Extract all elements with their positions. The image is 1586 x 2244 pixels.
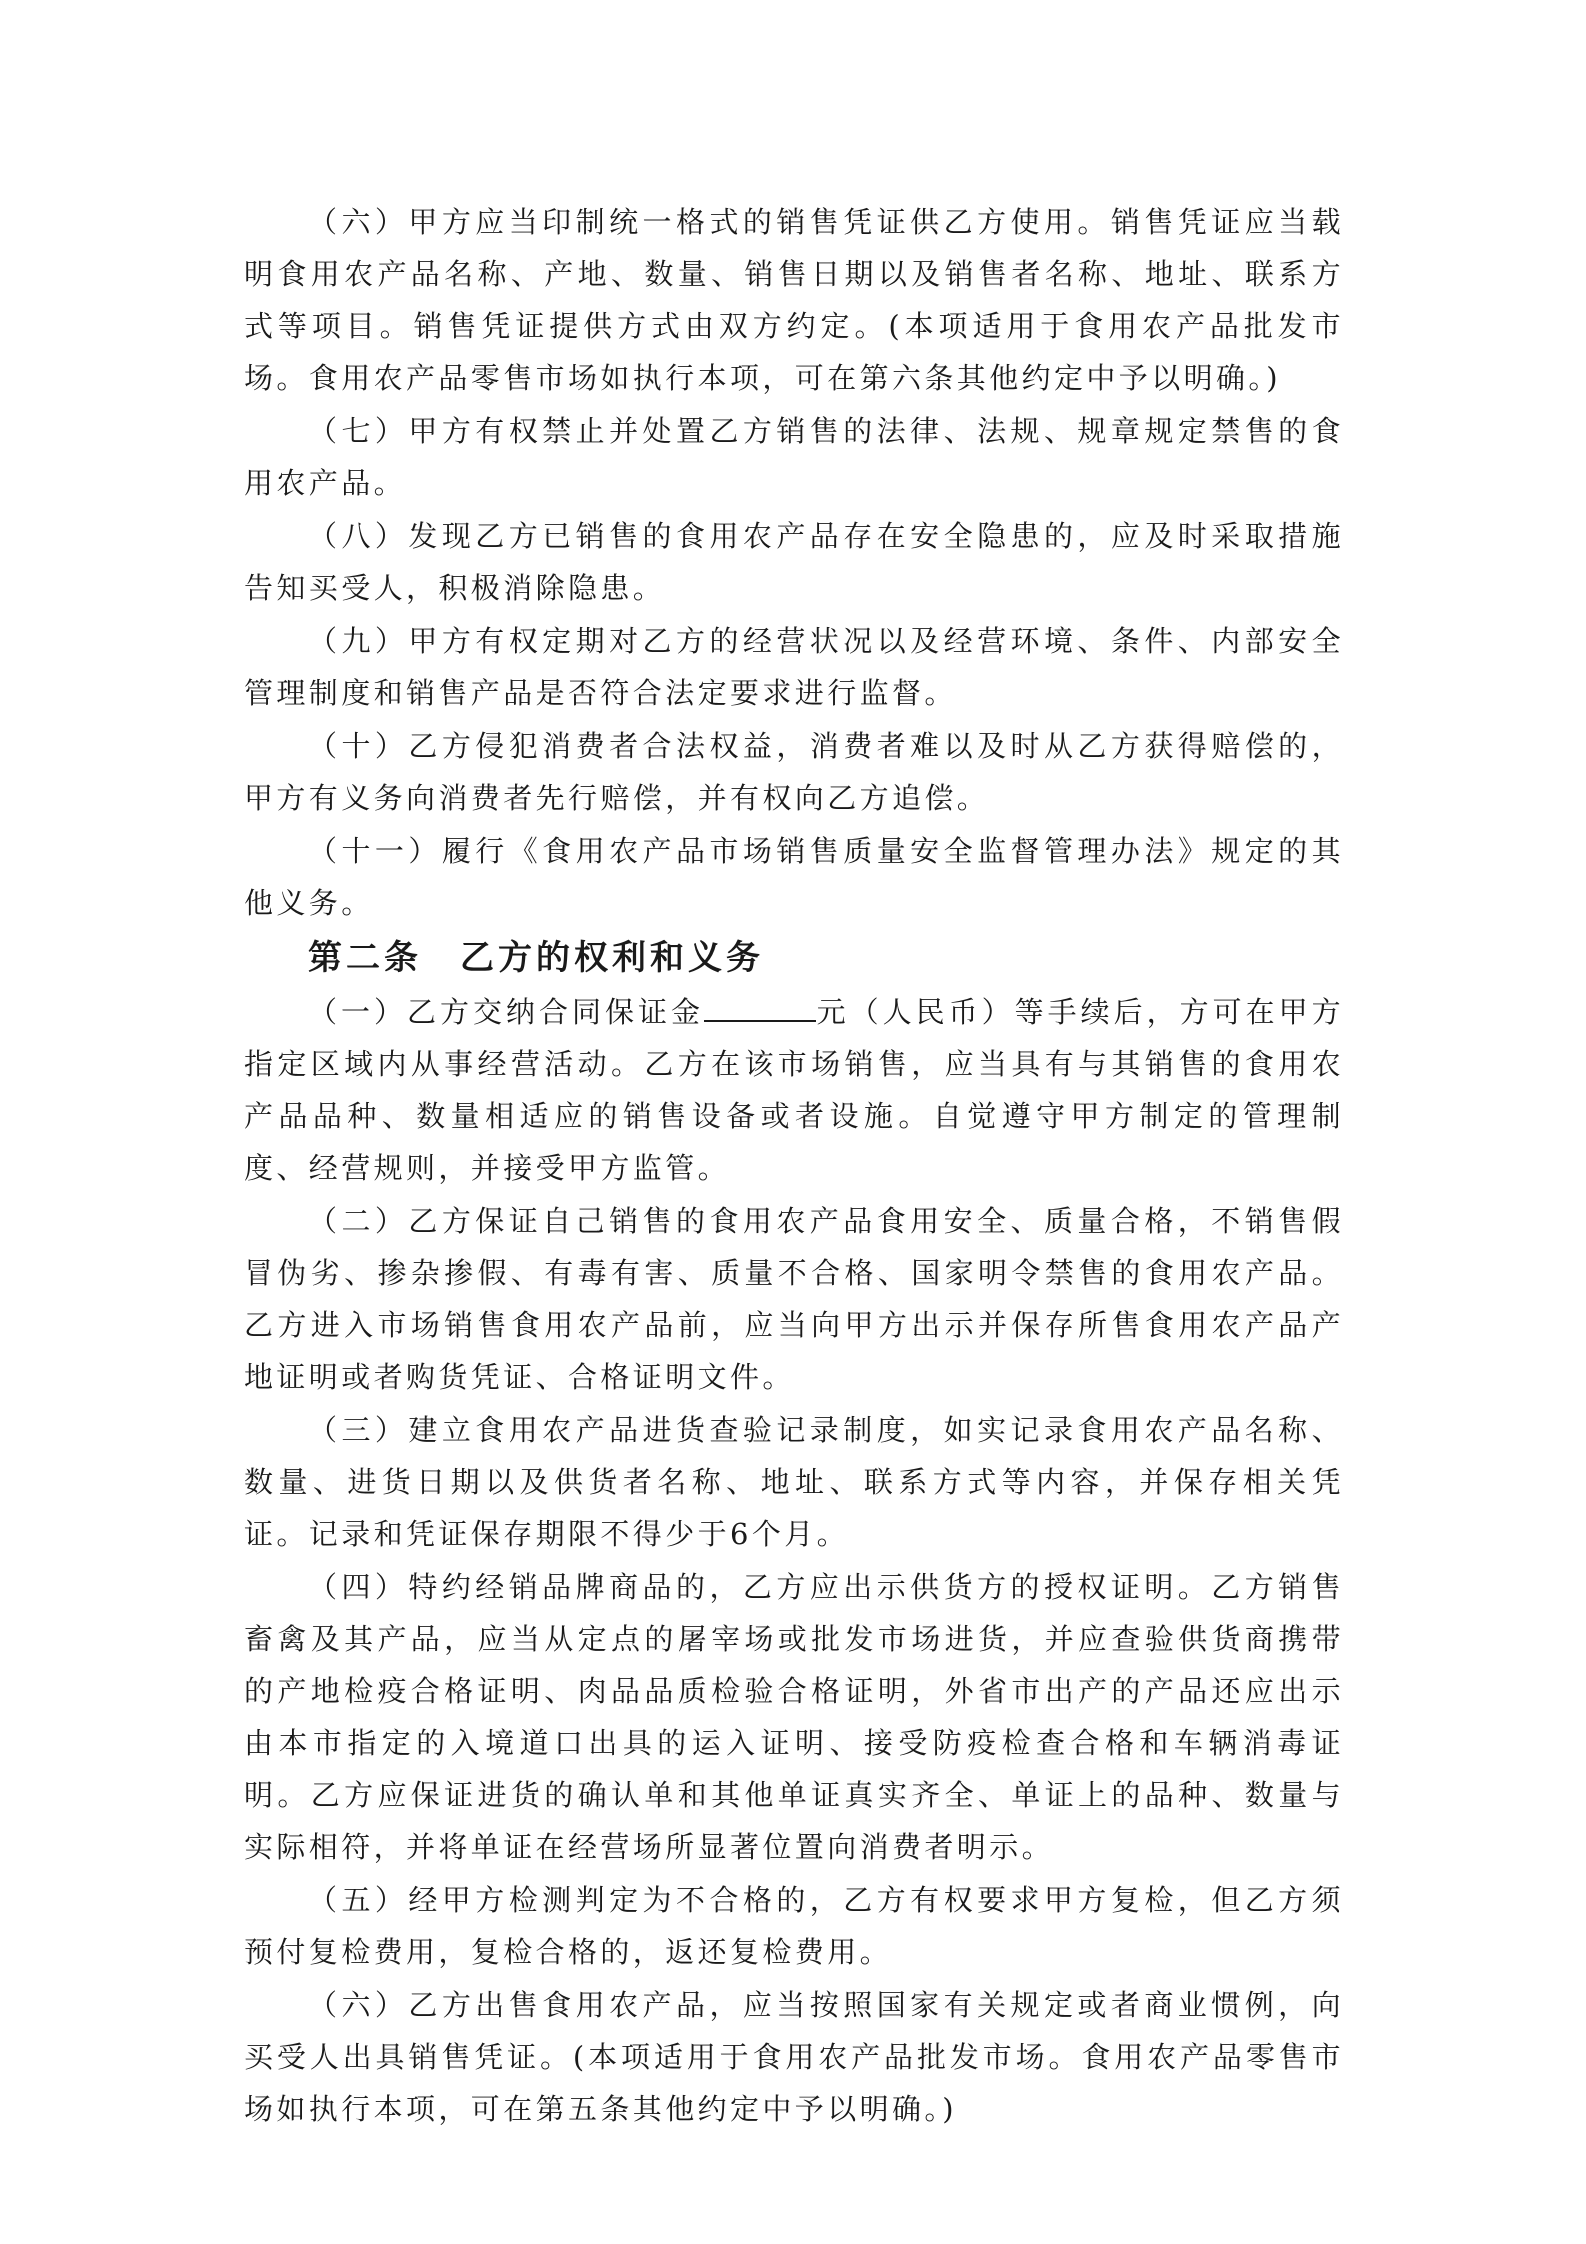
- clause-1-7: （七）甲方有权禁止并处置乙方销售的法律、法规、规章规定禁售的食用农产品。: [244, 414, 1344, 500]
- clause-2-2: （二）乙方保证自己销售的食用农产品食用安全、质量合格，不销售假冒伪劣、掺杂掺假、有毒有害、质量不合格、国家明令禁售的食用农产品。乙方进入市场销售食用农产品前，应当向甲方出示并保存所售食用农产品产地证明或者购货凭证、合格证明文件。: [244, 1204, 1344, 1394]
- clause-1-10: （十）乙方侵犯消费者合法权益，消费者难以及时从乙方获得赔偿的，甲方有义务向消费者先行赔偿，并有权向乙方追偿。: [244, 729, 1344, 815]
- clause-2-5: （五）经甲方检测判定为不合格的，乙方有权要求甲方复检，但乙方须预付复检费用，复检合格的，返还复检费用。: [244, 1883, 1344, 1969]
- clause-2-1-start: （一）乙方交纳合同保证金: [308, 995, 704, 1029]
- clause-1-6: （六）甲方应当印制统一格式的销售凭证供乙方使用。销售凭证应当载明食用农产品名称、产地、数量、销售日期以及销售者名称、地址、联系方式等项目。销售凭证提供方式由双方约定。(本项适用于食用农产品批发市场。食用农产品零售市场如执行本项，可在第六条其他约定中予以明确。): [244, 205, 1344, 395]
- clause-2-4: （四）特约经销品牌商品的，乙方应出示供货方的授权证明。乙方销售畜禽及其产品，应当从定点的屠宰场或批发市场进货，并应查验供货商携带的产地检疫合格证明、肉品品质检验合格证明，外省市出产的产品还应出示由本市指定的入境道口出具的运入证明、接受防疫检查合格和车辆消毒证明。乙方应保证进货的确认单和其他单证真实齐全、单证上的品种、数量与实际相符，并将单证在经营场所显著位置向消费者明示。: [244, 1570, 1344, 1864]
- clause-2-3: （三）建立食用农产品进货查验记录制度，如实记录食用农产品名称、数量、进货日期以及供货者名称、地址、联系方式等内容，并保存相关凭证。记录和凭证保存期限不得少于6个月。: [244, 1413, 1344, 1551]
- clause-1-9: （九）甲方有权定期对乙方的经营状况以及经营环境、条件、内部安全管理制度和销售产品是否符合法定要求进行监督。: [244, 624, 1344, 710]
- article-2-heading: 第二条 乙方的权利和义务: [308, 938, 764, 978]
- clause-2-1: [244, 986, 1344, 1194]
- document-body: [244, 196, 1344, 2136]
- clause-2-6: （六）乙方出售食用农产品，应当按照国家有关规定或者商业惯例，向买受人出具销售凭证。(本项适用于食用农产品批发市场。食用农产品零售市场如执行本项，可在第五条其他约定中予以明确。): [244, 1988, 1344, 2126]
- deposit-amount-blank: [704, 992, 816, 1022]
- clause-2-1-rest: 元（人民币）等手续后，方可在甲方指定区域内从事经营活动。乙方在该市场销售，应当具有与其销售的食用农产品品种、数量相适应的销售设备或者设施。自觉遵守甲方制定的管理制度、经营规则，并接受甲方监管。: [244, 995, 1344, 1185]
- clause-1-8: （八）发现乙方已销售的食用农产品存在安全隐患的，应及时采取措施告知买受人，积极消除隐患。: [244, 519, 1344, 605]
- clause-1-11: （十一）履行《食用农产品市场销售质量安全监督管理办法》规定的其他义务。: [244, 834, 1344, 920]
